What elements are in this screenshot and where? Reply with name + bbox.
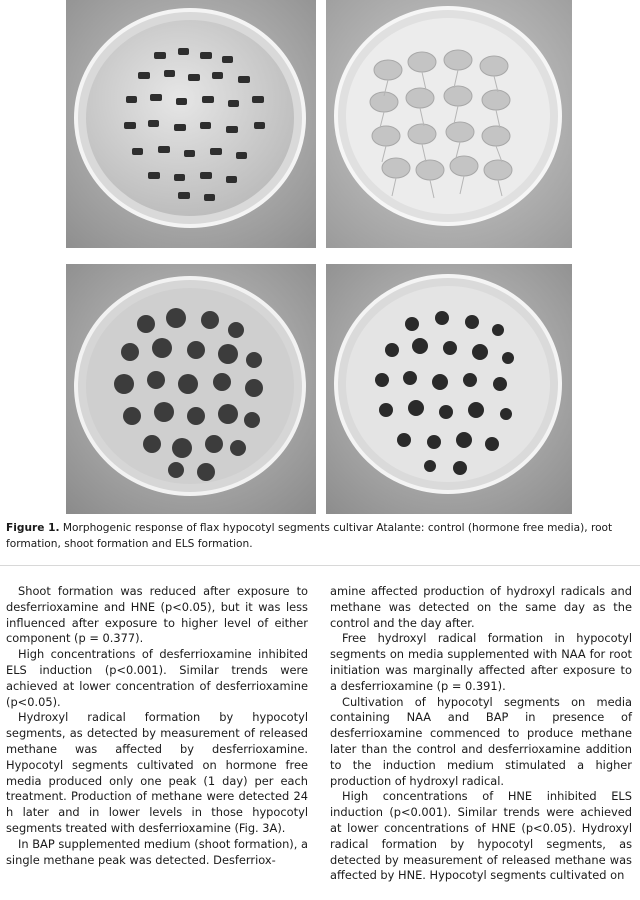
paragraph: Free hydroxyl radical formation in hypocotyl segments on media supplemented with NAA for root initiation was marginally affected after exposure to a desferrioxamine (p = 0.391). bbox=[330, 631, 632, 693]
paragraph: In BAP supplemented medium (shoot formation), a single methane peak was detected. Desferriox- bbox=[6, 836, 308, 867]
figure-panel-shoot bbox=[66, 264, 316, 514]
body-column-right bbox=[330, 584, 632, 884]
paragraph: Cultivation of hypocotyl segments on media containing NAA and BAP in presence of desferrioxamine commenced to produce methane later than the control and desferrioxamine addition to the induction medium stimulated a higher production of hydroxyl radical. bbox=[330, 694, 632, 788]
body-column-left bbox=[6, 584, 308, 868]
paragraph: High concentrations of desferrioxamine inhibited ELS induction (p<0.001). Similar trends were achieved at lower concentration of desferrioxamine (p<0.05). bbox=[6, 647, 308, 709]
figure-caption-text: Morphogenic response of flax hypocotyl segments cultivar Atalante: control (hormone free media), root formation, shoot formation and ELS formation. bbox=[6, 522, 613, 550]
figure-caption bbox=[6, 520, 626, 552]
figure-caption-label: Figure 1. bbox=[6, 522, 60, 534]
petri-dish-root-image bbox=[326, 0, 572, 248]
figure-panel-control bbox=[66, 0, 316, 248]
petri-dish-shoot-image bbox=[66, 264, 316, 514]
figure-panel-root bbox=[326, 0, 572, 248]
petri-dish-control-image bbox=[66, 0, 316, 248]
section-divider bbox=[0, 565, 640, 566]
paragraph: Hydroxyl radical formation by hypocotyl segments, as detected by measurement of released methane was affected by desferrioxamine. Hypocotyl segments cultivated on hormone free media produced only one peak (1 day) per each treatment. Production of methane were detected 24 h later and in lower levels in those hypocotyl segments treated with desferrioxamine (Fig. 3A). bbox=[6, 710, 308, 835]
petri-dish-els-image bbox=[326, 264, 572, 514]
paragraph: High concentrations of HNE inhibited ELS induction (p<0.001). Similar trends were achieved at lower concentrations of HNE (p<0.05). Hydroxyl radical formation by hypocotyl segments, as detected by measurement of released methane was affected by HNE. Hypocotyl segments cultivated on bbox=[330, 789, 632, 883]
paragraph: amine affected production of hydroxyl radicals and methane was detected on the same day as the control and the day after. bbox=[330, 584, 632, 630]
figure-panel-els bbox=[326, 264, 572, 514]
paragraph: Shoot formation was reduced after exposure to desferrioxamine and HNE (p<0.05), but it was less influenced after exposure to higher level of either component (p = 0.377). bbox=[6, 584, 308, 646]
